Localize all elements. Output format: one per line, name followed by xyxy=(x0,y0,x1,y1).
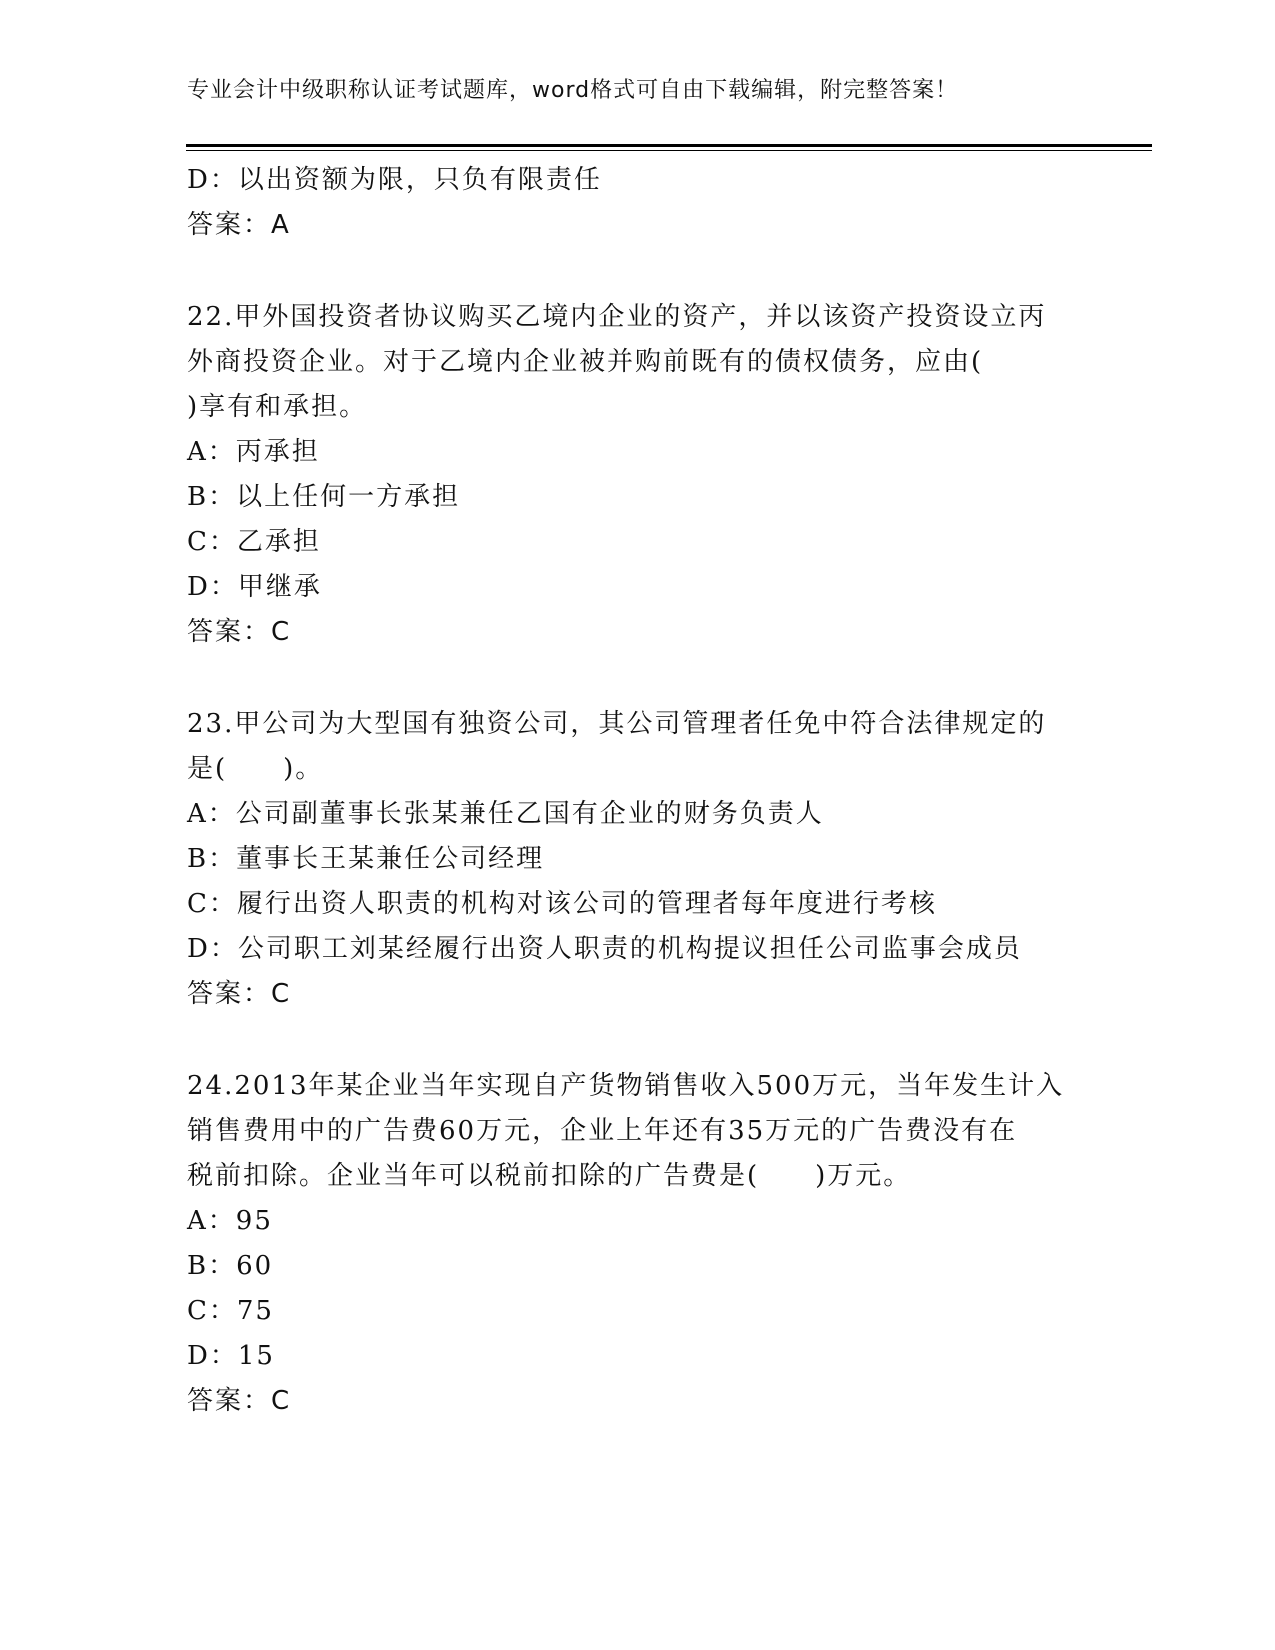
question-stem-line: 销售费用中的广告费60万元，企业上年还有35万元的广告费没有在 xyxy=(187,1116,1018,1146)
option-d: D：甲继承 xyxy=(187,572,322,602)
option-d: D：15 xyxy=(187,1341,275,1371)
question-stem-line: )享有和承担。 xyxy=(187,392,368,422)
question-24 xyxy=(187,1064,1087,1424)
question-21 xyxy=(187,158,1087,248)
question-stem-line: 22.甲外国投资者协议购买乙境内企业的资产，并以该资产投资设立丙 xyxy=(187,302,1047,332)
document-body xyxy=(187,158,1087,1424)
question-stem-line: 是( )。 xyxy=(187,754,324,784)
question-stem-line: 24.2013年某企业当年实现自产货物销售收入500万元，当年发生计入 xyxy=(187,1071,1065,1101)
spacer xyxy=(187,655,1087,702)
option-d: D：以出资额为限，只负有限责任 xyxy=(187,165,602,195)
spacer xyxy=(187,1017,1087,1064)
question-22 xyxy=(187,295,1087,655)
option-b: B：60 xyxy=(187,1251,274,1281)
answer: 答案：C xyxy=(187,979,292,1009)
option-c: C：履行出资人职责的机构对该公司的管理者每年度进行考核 xyxy=(187,889,937,919)
option-d: D：公司职工刘某经履行出资人职责的机构提议担任公司监事会成员 xyxy=(187,934,1022,964)
answer: 答案：C xyxy=(187,1386,292,1416)
option-b: B：以上任何一方承担 xyxy=(187,482,461,512)
option-a: A：95 xyxy=(187,1206,273,1236)
header-rule-thin xyxy=(186,150,1152,151)
header-rule-thick xyxy=(186,144,1152,147)
question-stem-line: 外商投资企业。对于乙境内企业被并购前既有的债权债务，应由( xyxy=(187,347,984,377)
answer: 答案：A xyxy=(187,210,291,240)
page-header: 专业会计中级职称认证考试题库，word格式可自由下载编辑，附完整答案！ xyxy=(187,78,959,103)
question-23 xyxy=(187,702,1087,1017)
answer: 答案：C xyxy=(187,617,292,647)
option-a: A：丙承担 xyxy=(187,437,320,467)
question-stem-line: 税前扣除。企业当年可以税前扣除的广告费是( )万元。 xyxy=(187,1161,912,1191)
option-b: B：董事长王某兼任公司经理 xyxy=(187,844,545,874)
spacer xyxy=(187,248,1087,295)
option-c: C：乙承担 xyxy=(187,527,321,557)
option-c: C：75 xyxy=(187,1296,274,1326)
option-a: A：公司副董事长张某兼任乙国有企业的财务负责人 xyxy=(187,799,824,829)
question-stem-line: 23.甲公司为大型国有独资公司，其公司管理者任免中符合法律规定的 xyxy=(187,709,1047,739)
